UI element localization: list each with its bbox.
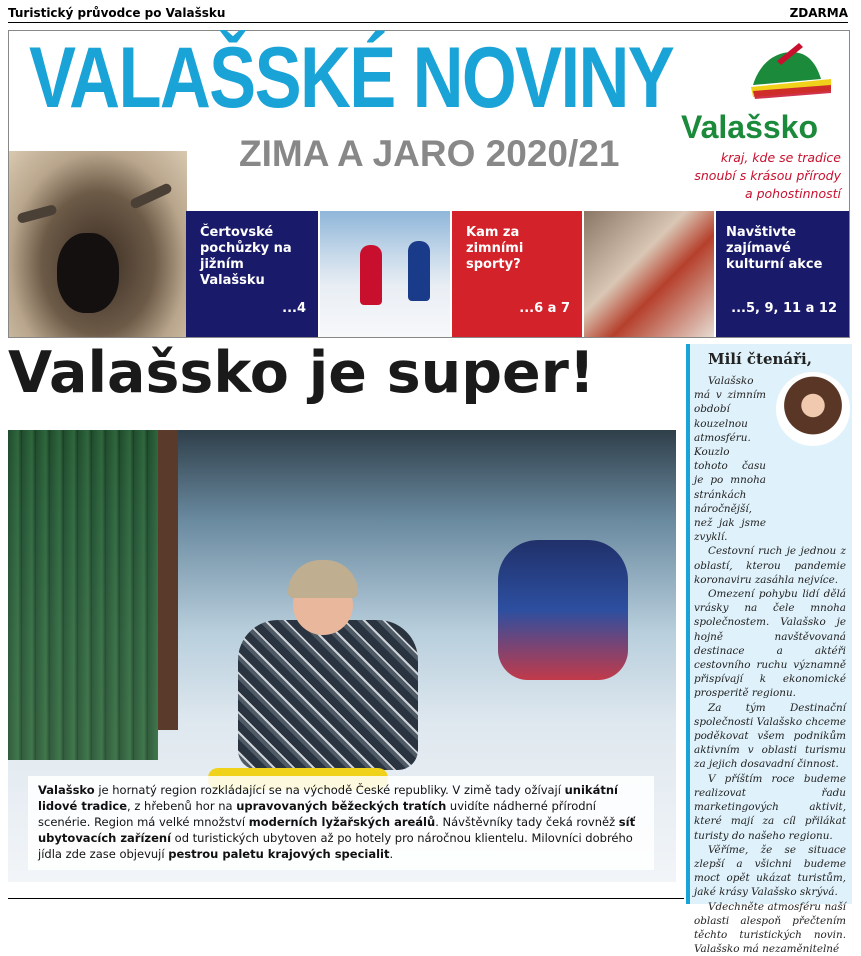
caption-bold: moderních lyžařských areálů: [248, 815, 436, 829]
caption-bold: upravovaných běžeckých tratích: [236, 799, 447, 813]
ski-kids-photo: [320, 211, 450, 337]
skier-figure: [408, 241, 430, 301]
bottom-rule: [8, 898, 684, 899]
editor-letter: [686, 344, 852, 956]
logo-word: Valašsko: [681, 109, 818, 145]
letter-paragraph: V příštím roce budeme realizovat řadu marketingových aktivit, které mají za cíl přilákat turisty do našeho regionu.: [694, 772, 846, 842]
letter-paragraph: Valašsko má v zimním období kouzelnou atmosféru. Kouzlo tohoto času je po mnoha stránkách náročnější, než jak jsme zvyklí.: [694, 375, 766, 544]
logo-tagline: kraj, kde se tradice snoubí s krásou přírody a pohostinností: [694, 150, 841, 201]
horn-right: [129, 182, 173, 210]
teaser-text: Čertovské pochůzky na jižním Valašsku: [200, 225, 292, 288]
hat-icon: [681, 39, 841, 109]
caption-text: je hornatý region rozkládající se na východě České republiky. V zimě tady ožívají: [94, 783, 565, 797]
top-bar: [8, 6, 848, 23]
teaser-page: ...4: [282, 301, 306, 316]
caption-text: . Návštěvníky tady čeká rovněž: [435, 815, 619, 829]
masthead: [8, 30, 850, 338]
caption-bold: unikátní lidové tradice: [38, 783, 618, 813]
caption-bold: Valašsko: [38, 783, 95, 797]
letter-heading: Milí čtenáři,: [708, 350, 812, 368]
teaser-page: ...6 a 7: [519, 301, 570, 316]
horn-left: [16, 204, 57, 224]
second-child: [498, 540, 628, 680]
letter-paragraph: Cestovní ruch je jednou z oblastí, kterou pandemie koronaviru zasáhla nejvíce.: [694, 545, 846, 586]
girl-jacket: [238, 620, 418, 770]
devil-mask-photo: [9, 151, 187, 337]
letter-paragraph: Omezení pohybu lidí dělá vrásky na čele mnoha společnostem. Valašsko je hojně navštěvovaná destinace a aktéři cestovního ruchu významně přispívají k ekonomické prosperitě regionu.: [694, 588, 846, 700]
teaser-culture[interactable]: [716, 211, 849, 337]
letter-paragraph: Věříme, že se situace zlepší a všichni budeme moct opět ukázat turistům, jaké krásy Valašsko skrývá.: [694, 843, 846, 899]
fence: [8, 430, 158, 760]
skier-figure: [360, 245, 382, 305]
teaser-devils[interactable]: [186, 211, 318, 337]
girl-hat: [288, 560, 358, 598]
caption-text: uvidíte nádherné přírodní scenérie. Region má velké množství: [38, 799, 597, 829]
caption-bold: pestrou paletu krajových specialit: [168, 847, 390, 861]
letter-body: [694, 374, 846, 956]
teaser-text: Kam za zimními sporty?: [466, 225, 524, 272]
letter-paragraph: Za tým Destinační společnosti Valašsko chceme poděkovat všem podnikům aktivním v oblasti turismu za jejich dosavadní činnost.: [694, 701, 846, 771]
valassko-logo: [681, 39, 841, 209]
newspaper-title: VALAŠSKÉ NOVINY: [29, 30, 674, 126]
price-label: ZDARMA: [789, 6, 848, 20]
post: [158, 430, 178, 730]
caption-text: od turistických ubytoven až po hotely pro náročnou klientelu. Milovníci dobrého jídla zde zase objevují: [38, 831, 633, 861]
teaser-sports[interactable]: [452, 211, 582, 337]
main-headline: Valašsko je super!: [8, 340, 595, 406]
photo-caption: [28, 776, 654, 870]
sledding-girl: [178, 540, 478, 780]
caption-text: .: [389, 847, 394, 861]
culture-photo: [584, 211, 714, 337]
caption-bold: síť ubytovacích zařízení: [38, 815, 636, 845]
caption-text: , z hřebenů hor na: [127, 799, 237, 813]
edition-label: ZIMA A JARO 2020/21: [239, 133, 620, 174]
teaser-text: Navštivte zajímavé kulturní akce: [726, 225, 823, 272]
devil-face: [57, 233, 119, 313]
guide-label: Turistický průvodce po Valašsku: [8, 6, 226, 20]
teaser-page: ...5, 9, 11 a 12: [731, 301, 837, 316]
letter-paragraph: Vdechněte atmosféru naší oblasti alespoň přečtením těchto turistických novin. Valašsko má nezaměnitelné: [694, 900, 846, 956]
